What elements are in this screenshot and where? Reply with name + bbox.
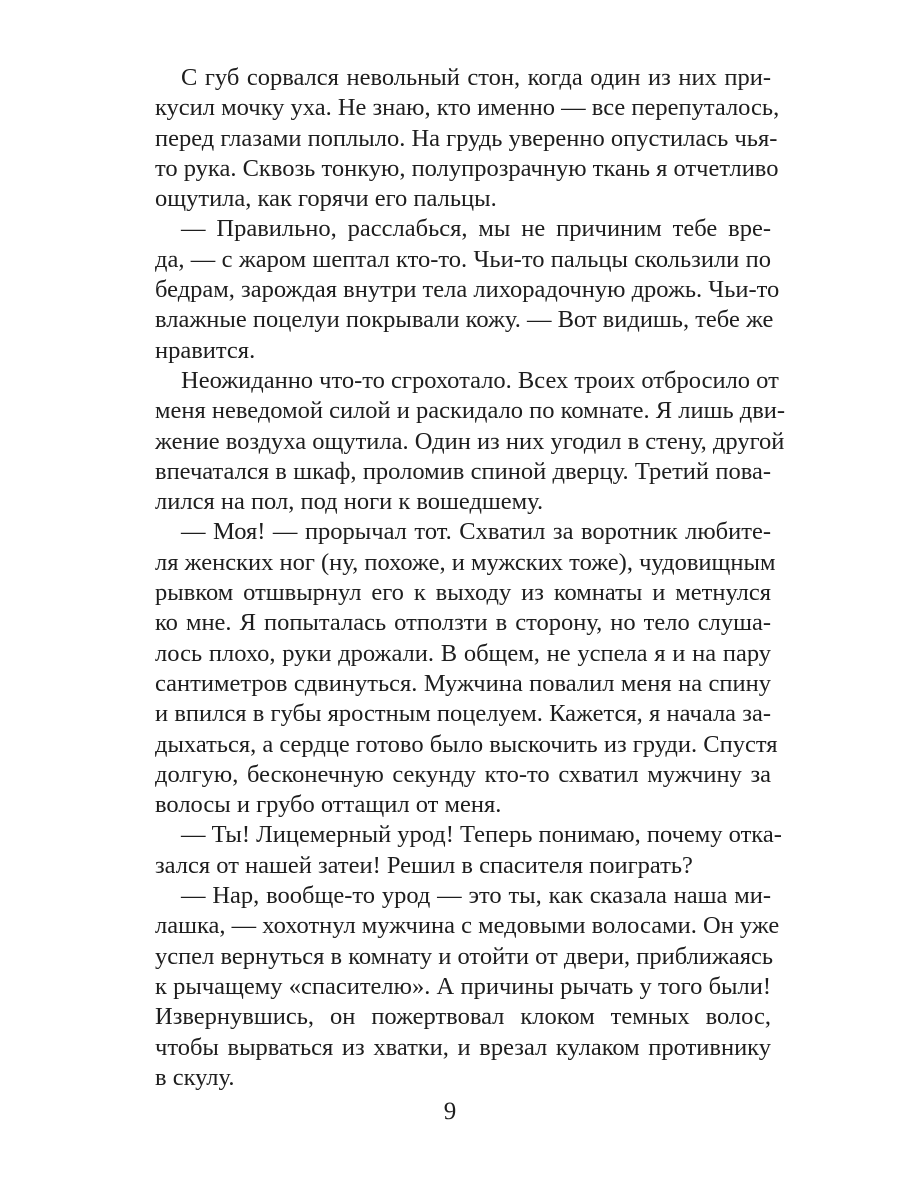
text-line: да, — с жаром шептал кто-то. Чьи-то пальцы скользили по bbox=[155, 245, 771, 273]
text-line: Неожиданно что-то сгрохотало. Всех троих отбросило от bbox=[181, 366, 779, 394]
text-line: долгую, бесконечную секунду кто-то схватил мужчину за bbox=[155, 760, 771, 788]
text-line: нравится. bbox=[155, 336, 256, 364]
text-line: Извернувшись, он пожертвовал клоком темных волос, bbox=[155, 1003, 771, 1031]
text-line: к рычащему «спасителю». А причины рычать у того были! bbox=[155, 972, 771, 1000]
text-line: — Правильно, расслабься, мы не причиним тебе вре- bbox=[181, 215, 771, 243]
text-line: ля женских ног (ну, похоже, и мужских тоже), чудовищным bbox=[155, 548, 776, 576]
paragraph bbox=[155, 63, 780, 214]
text-line: меня неведомой силой и раскидало по комнате. Я лишь дви- bbox=[155, 397, 786, 425]
text-line: влажные поцелуи покрывали кожу. — Вот видишь, тебе же bbox=[155, 306, 774, 334]
paragraph bbox=[155, 517, 778, 820]
paragraph bbox=[155, 820, 782, 881]
text-line: ко мне. Я попыталась отползти в сторону, но тело слуша- bbox=[155, 609, 771, 637]
text-line: — Моя! — прорычал тот. Схватил за воротник любите- bbox=[181, 518, 771, 546]
text-line: кусил мочку уха. Не знаю, кто именно — все перепуталось, bbox=[155, 94, 780, 122]
text-line: — Нар, вообще-то урод — это ты, как сказала наша ми- bbox=[181, 882, 771, 910]
text-line: рывком отшвырнул его к выходу из комнаты и метнулся bbox=[155, 579, 771, 607]
page-number: 9 bbox=[443, 1098, 457, 1125]
text-line: перед глазами поплыло. На грудь уверенно опустилась чья- bbox=[155, 124, 778, 152]
text-line: чтобы вырваться из хватки, и врезал кулаком противнику bbox=[155, 1033, 771, 1061]
text-line: сантиметров сдвинуться. Мужчина повалил меня на спину bbox=[155, 669, 771, 697]
text-line: впечатался в шкаф, проломив спиной дверцу. Третий пова- bbox=[155, 457, 771, 485]
paragraph bbox=[155, 214, 780, 365]
text-line: — Ты! Лицемерный урод! Теперь понимаю, почему отка- bbox=[181, 821, 782, 849]
text-line: бедрам, зарождая внутри тела лихорадочную дрожь. Чьи-то bbox=[155, 276, 780, 304]
paragraph bbox=[155, 366, 786, 517]
text-line: жение воздуха ощутила. Один из них угодил в стену, другой bbox=[155, 427, 785, 455]
page-text bbox=[155, 63, 786, 1093]
text-line: лился на пол, под ноги к вошедшему. bbox=[155, 488, 544, 516]
text-line: и впился в губы яростным поцелуем. Кажется, я начала за- bbox=[155, 700, 771, 728]
text-line: в скулу. bbox=[155, 1063, 235, 1091]
text-line: волосы и грубо оттащил от меня. bbox=[155, 791, 502, 819]
text-line: лашка, — хохотнул мужчина с медовыми волосами. Он уже bbox=[155, 912, 780, 940]
text-line: то рука. Сквозь тонкую, полупрозрачную ткань я отчетливо bbox=[155, 154, 779, 182]
text-line: ощутила, как горячи его пальцы. bbox=[155, 185, 497, 213]
text-line: зался от нашей затеи! Решил в спасителя поиграть? bbox=[155, 851, 693, 879]
paragraph bbox=[155, 881, 780, 1093]
text-line: успел вернуться в комнату и отойти от двери, приближаясь bbox=[155, 942, 774, 970]
text-line: С губ сорвался невольный стон, когда один из них при- bbox=[181, 64, 771, 91]
text-line: дыхаться, а сердце готово было выскочить из груди. Спустя bbox=[155, 730, 778, 758]
text-line: лось плохо, руки дрожали. В общем, не успела я и на пару bbox=[155, 639, 771, 667]
